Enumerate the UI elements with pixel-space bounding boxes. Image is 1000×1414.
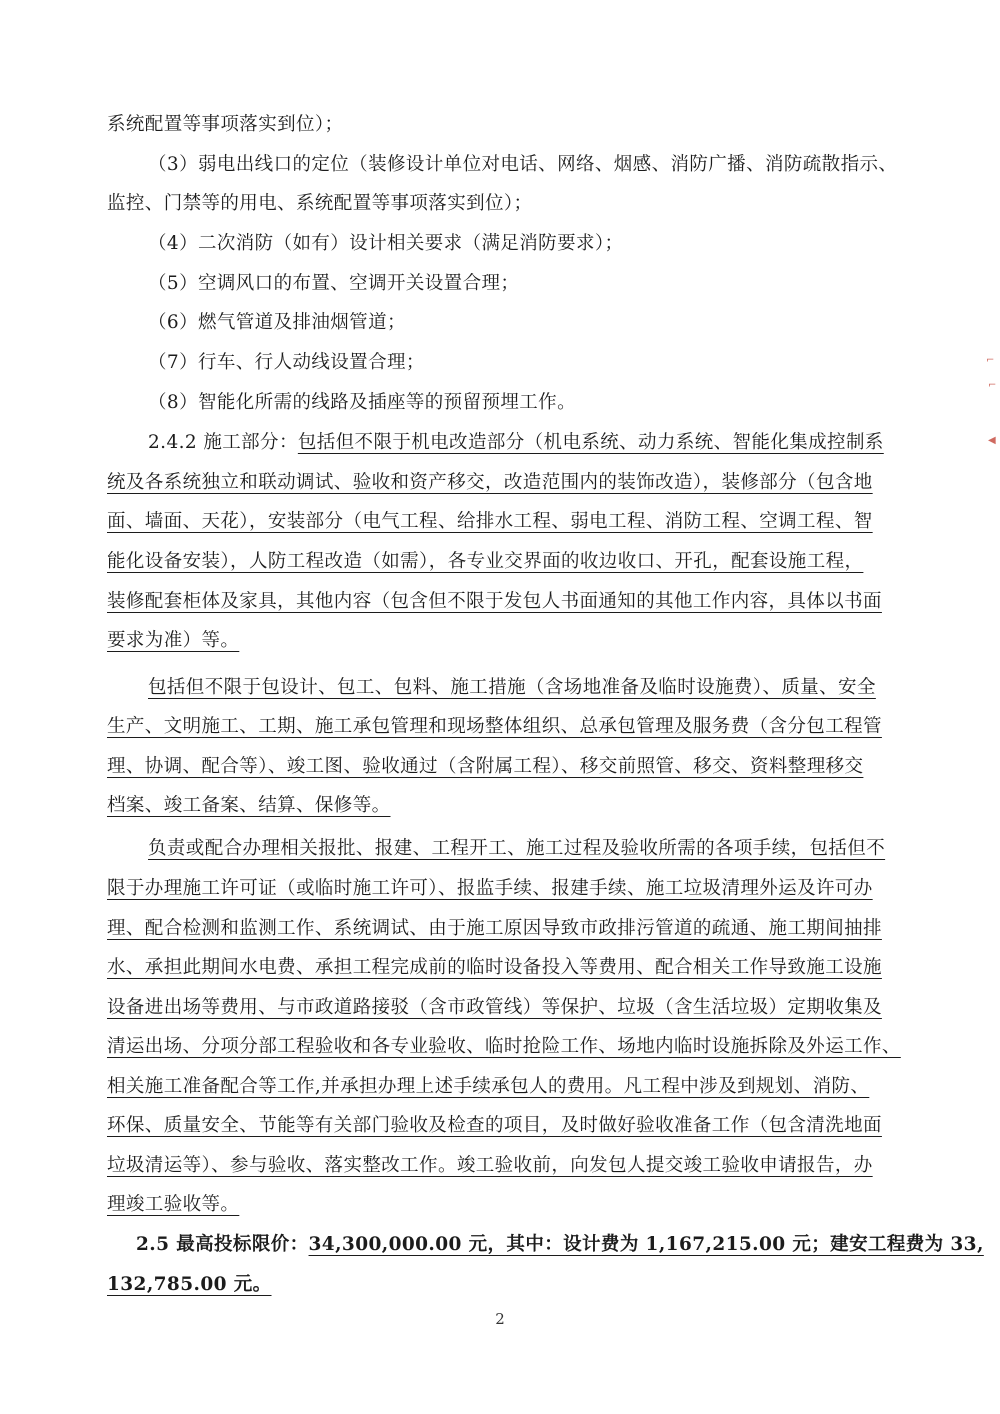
section-2-4-2-text: 包括但不限于机电改造部分（机电系统、动力系统、智能化集成控制系 (297, 432, 884, 453)
list-item-3: （3）弱电出线口的定位（装修设计单位对电话、网络、烟感、消防广播、消防疏散指示、 (148, 154, 898, 175)
duty-paragraph-line: 相关施工准备配合等工作,并承担办理上述手续承包人的费用。凡工程中涉及到规划、消防、 (107, 1076, 870, 1097)
list-item-8: （8）智能化所需的线路及插座等的预留预埋工作。 (148, 392, 576, 413)
duty-paragraph-line: 负责或配合办理相关报批、报建、工程开工、施工过程及验收所需的各项手续，包括但不 (148, 838, 886, 859)
stamp-edge-mark: ⌐ (988, 380, 997, 391)
scope-paragraph-line: 档案、竣工备案、结算、保修等。 (107, 795, 391, 816)
duty-paragraph-line: 环保、质量安全、节能等有关部门验收及检查的项目，及时做好验收准备工作（包含清洗地面 (107, 1115, 882, 1136)
duty-paragraph-line: 理、配合检测和监测工作、系统调试、由于施工原因导致市政排污管道的疏通、施工期间抽排 (107, 918, 882, 939)
section-2-5-price: 34,300,000.00 元，其中：设计费为 1,167,215.00 元；建安工程费为 33, (308, 1234, 984, 1255)
list-item-5: （5）空调风口的布置、空调开关设置合理； (148, 273, 520, 294)
duty-paragraph-line: 限于办理施工许可证（或临时施工许可）、报监手续、报建手续、施工垃圾清理外运及许可办 (107, 878, 873, 899)
duty-paragraph-line: 清运出场、分项分部工程验收和各专业验收、临时抢险工作、场地内临时设施拆除及外运工作、 (107, 1036, 901, 1057)
section-2-5-price-cont: 132,785.00 元。 (107, 1274, 272, 1295)
duty-paragraph-line: 理竣工验收等。 (107, 1194, 240, 1215)
section-2-4-2-line: 能化设备安装），人防工程改造（如需），各专业交界面的收边收口、开孔，配套设施工程， (107, 551, 864, 572)
scope-paragraph-line: 生产、文明施工、工期、施工承包管理和现场整体组织、总承包管理及服务费（含分包工程管 (107, 716, 882, 737)
list-item-3-cont: 监控、门禁等的用电、系统配置等事项落实到位）； (107, 193, 533, 214)
scope-paragraph-line: 理、协调、配合等）、竣工图、验收通过（含附属工程）、移交前照管、移交、资料整理移交 (107, 756, 864, 777)
scope-paragraph-line: 包括但不限于包设计、包工、包料、施工措施（含场地准备及临时设施费）、质量、安全 (148, 677, 876, 698)
list-line-cont: 系统配置等事项落实到位）； (107, 114, 344, 135)
list-item-7: （7）行车、行人动线设置合理； (148, 352, 425, 373)
section-2-5-heading (136, 1232, 984, 1258)
list-item-4: （4）二次消防（如有）设计相关要求（满足消防要求）； (148, 233, 624, 254)
duty-paragraph-line: 垃圾清运等）、参与验收、落实整改工作。竣工验收前，向发包人提交竣工验收申请报告，办 (107, 1155, 873, 1176)
section-2-4-2-line: 面、墙面、天花），安装部分（电气工程、给排水工程、弱电工程、消防工程、空调工程、智 (107, 511, 873, 532)
stamp-edge-mark: ⌐ (986, 355, 995, 366)
section-2-4-2-line: 要求为准）等。 (107, 630, 240, 651)
duty-paragraph-line: 水、承担此期间水电费、承担工程完成前的临时设备投入等费用、配合相关工作导致施工设施 (107, 957, 882, 978)
list-item-6: （6）燃气管道及排油烟管道； (148, 312, 406, 333)
section-2-4-2-label: 2.4.2 施工部分： (148, 432, 298, 453)
section-2-4-2-line: 装修配套柜体及家具，其他内容（包含但不限于发包人书面通知的其他工作内容，具体以书面 (107, 591, 882, 612)
duty-paragraph-line: 设备进出场等费用、与市政道路接驳（含市政管线）等保护、垃圾（含生活垃圾）定期收集及 (107, 997, 882, 1018)
page-number: 2 (495, 1310, 505, 1328)
section-2-4-2-line: 统及各系统独立和联动调试、验收和资产移交，改造范围内的装饰改造），装修部分（包含地 (107, 472, 873, 493)
section-2-5-label: 2.5 最高投标限价： (136, 1234, 309, 1255)
stamp-edge-mark: ◀ (988, 435, 996, 446)
section-2-4-2-heading (148, 430, 884, 456)
